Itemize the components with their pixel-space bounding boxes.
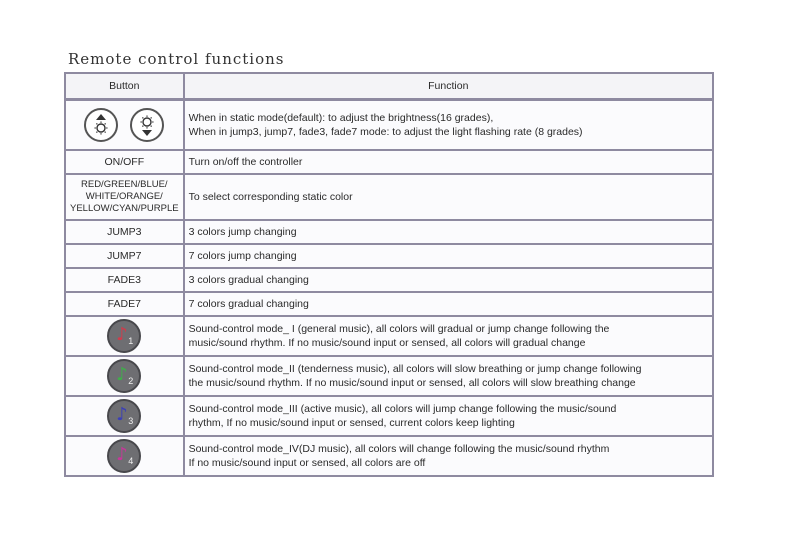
button-cell — [65, 436, 184, 476]
button-cell: JUMP3 — [65, 220, 184, 244]
note-glyph: ♪ — [116, 323, 128, 345]
button-label-line: YELLOW/CYAN/PURPLE — [70, 202, 179, 214]
mode-number: 1 — [128, 335, 134, 346]
button-cell — [65, 356, 184, 396]
table-row — [65, 174, 713, 220]
function-cell — [184, 100, 713, 150]
table-header-row — [65, 73, 713, 100]
button-cell — [65, 316, 184, 356]
table-row — [65, 100, 713, 150]
brightness-buttons-cell — [65, 100, 184, 150]
mode-number: 4 — [128, 455, 134, 466]
music-note-icon — [107, 439, 141, 473]
table-row — [65, 356, 713, 396]
brightness-up-icon — [84, 108, 118, 142]
table-row — [65, 150, 713, 174]
function-line: music/sound rhythm. If no music/sound input or sensed, all colors will gradual change — [188, 336, 586, 349]
function-line: When in jump3, jump7, fade3, fade7 mode: to adjust the light flashing rate (8 grades) — [188, 125, 583, 138]
button-label-line: RED/GREEN/BLUE/ — [81, 178, 168, 190]
function-line: the music/sound rhythm. If no music/sound input or sensed, all colors will slow breathing change — [188, 376, 636, 389]
table-row — [65, 396, 713, 436]
function-cell: To select corresponding static color — [184, 174, 713, 220]
table-row — [65, 316, 713, 356]
button-column-header: Button — [65, 73, 184, 100]
brightness-down-icon — [130, 108, 164, 142]
note-glyph: ♪ — [116, 363, 128, 385]
function-cell: 3 colors gradual changing — [184, 268, 713, 292]
button-cell: JUMP7 — [65, 244, 184, 268]
function-cell: 7 colors gradual changing — [184, 292, 713, 316]
button-label-line: WHITE/ORANGE/ — [85, 190, 163, 202]
function-cell — [184, 356, 713, 396]
function-line: If no music/sound input or sensed, all colors are off — [188, 456, 426, 469]
table-row — [65, 292, 713, 316]
function-line: Sound-control mode_III (active music), all colors will jump change following the music/sound — [188, 402, 617, 415]
button-cell: FADE3 — [65, 268, 184, 292]
function-line: Sound-control mode_IV(DJ music), all colors will change following the music/sound rhythm — [188, 442, 610, 455]
functions-table — [64, 72, 714, 477]
music-note-icon — [107, 319, 141, 353]
table-row — [65, 436, 713, 476]
function-cell — [184, 436, 713, 476]
music-note-icon — [107, 359, 141, 393]
button-cell — [65, 396, 184, 436]
function-column-header: Function — [184, 73, 713, 100]
function-line: When in static mode(default): to adjust the brightness(16 grades), — [188, 111, 494, 124]
note-glyph: ♪ — [116, 403, 128, 425]
function-cell — [184, 396, 713, 436]
function-cell: Turn on/off the controller — [184, 150, 713, 174]
function-cell: 7 colors jump changing — [184, 244, 713, 268]
table-row — [65, 268, 713, 292]
mode-number: 3 — [128, 415, 134, 426]
music-note-icon — [107, 399, 141, 433]
mode-number: 2 — [128, 375, 134, 386]
function-line: Sound-control mode_II (tenderness music), all colors will slow breathing or jump change following — [188, 362, 642, 375]
table-row — [65, 244, 713, 268]
table-row — [65, 220, 713, 244]
button-cell: FADE7 — [65, 292, 184, 316]
note-glyph: ♪ — [116, 443, 128, 465]
function-cell — [184, 316, 713, 356]
page-title: Remote control functions — [68, 50, 285, 68]
function-cell: 3 colors jump changing — [184, 220, 713, 244]
function-line: Sound-control mode_ I (general music), all colors will gradual or jump change following the — [188, 322, 610, 335]
function-line: rhythm, If no music/sound input or sensed, current colors keep lighting — [188, 416, 515, 429]
button-cell: ON/OFF — [65, 150, 184, 174]
color-buttons-cell — [65, 174, 184, 220]
